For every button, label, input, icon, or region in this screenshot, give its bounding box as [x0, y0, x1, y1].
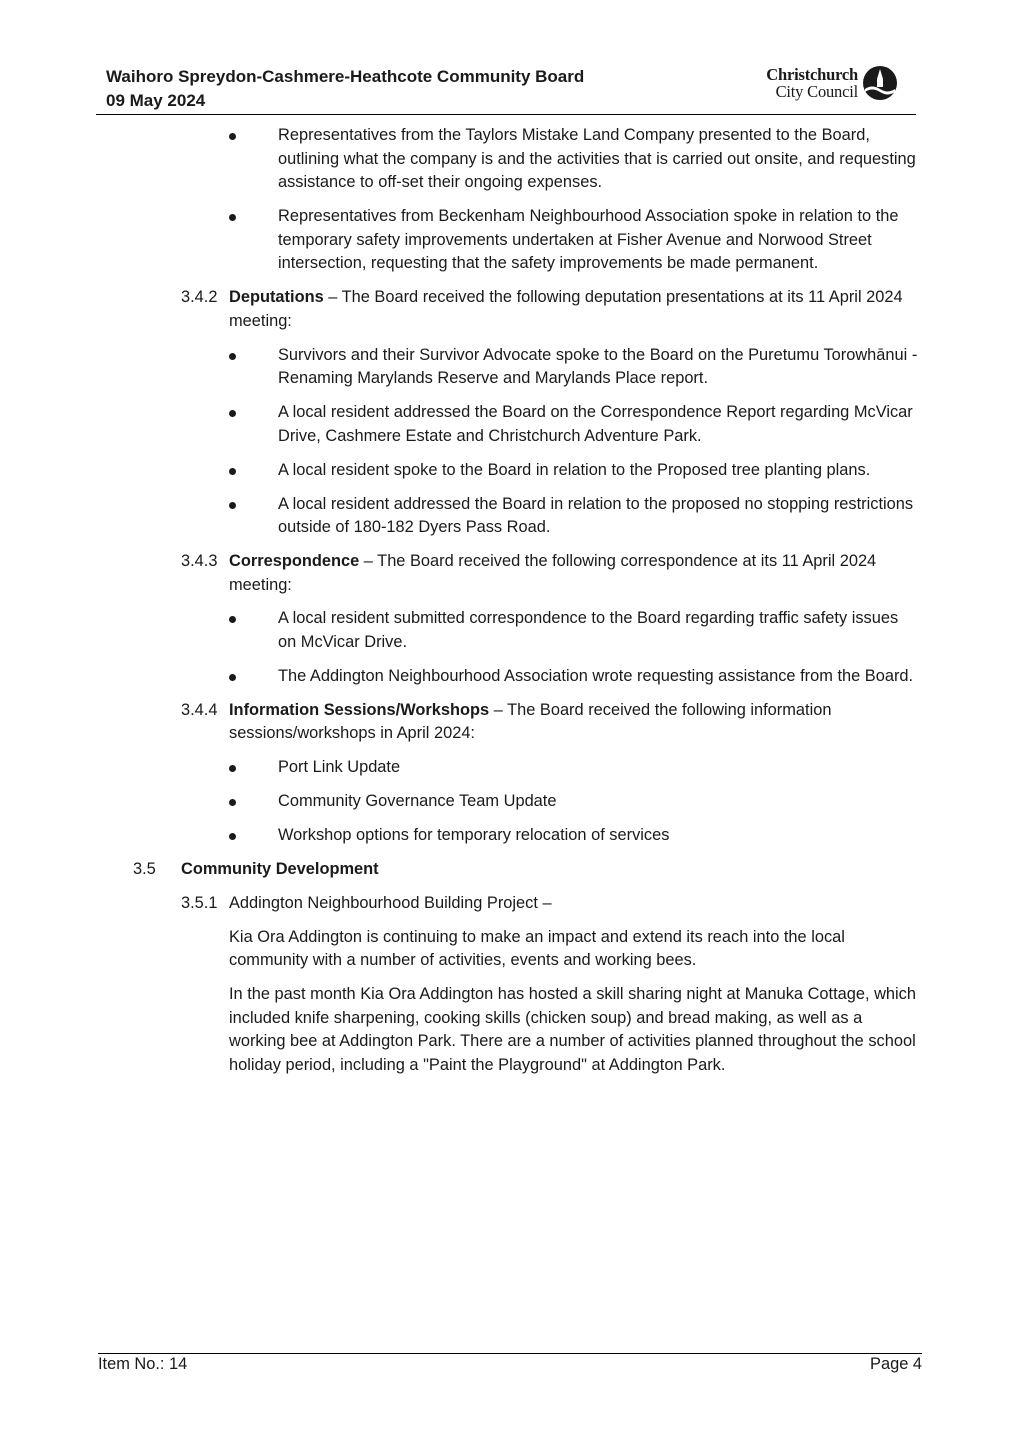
bullet-icon — [229, 353, 236, 360]
item-heading: Deputations — [229, 288, 324, 307]
list-item: A local resident addressed the Board on the Correspondence Report regarding McVicar Drive, Cashmere Estate and Christchurch Adventure Park. — [0, 401, 1012, 448]
page-footer — [98, 1353, 922, 1373]
page-header — [96, 60, 916, 115]
list-item: Port Link Update — [0, 756, 1012, 780]
paragraph: Kia Ora Addington is continuing to make an impact and extend its reach into the local community with a number of activities, events and working bees. — [229, 927, 845, 970]
list-item: Community Governance Team Update — [0, 790, 1012, 814]
meeting-date: 09 May 2024 — [106, 91, 206, 110]
bullet-icon — [229, 133, 236, 140]
list-item: Representatives from Beckenham Neighbourhood Association spoke in relation to the temporary safety improvements undertaken at Fisher Avenue and Norwood Street intersection, requesting that the safety improvements be made permanent. — [0, 205, 1012, 276]
list-item: The Addington Neighbourhood Association wrote requesting assistance from the Board. — [0, 665, 1012, 689]
bullet-icon — [229, 410, 236, 417]
bullet-icon — [229, 674, 236, 681]
paragraph: In the past month Kia Ora Addington has hosted a skill sharing night at Manuka Cottage, which included knife sharpening, cooking skills (chicken soup) and bread making, as well as a working bee at Addington Park. There are a number of activities planned throughout the school holiday period, including a "Paint the Playground" at Addington Park. — [229, 985, 916, 1075]
list-item: Survivors and their Survivor Advocate spoke to the Board on the Puretumu Torowhānui - Renaming Marylands Reserve and Marylands Place report. — [0, 344, 1012, 391]
bullet-icon — [229, 468, 236, 475]
item-correspondence: 3.4.3 Correspondence – The Board received the following correspondence at its 11 April 2024 meeting: — [181, 551, 877, 594]
board-title: Waihoro Spreydon-Cashmere-Heathcote Community Board — [106, 67, 585, 86]
list-item: Workshop options for temporary relocation of services — [0, 824, 1012, 848]
bullet-icon — [229, 214, 236, 221]
bullet-icon — [229, 616, 236, 623]
list-item: A local resident spoke to the Board in relation to the Proposed tree planting plans. — [0, 459, 1012, 483]
item-addington-project: 3.5.1 Addington Neighbourhood Building Project – — [181, 893, 552, 912]
item-information-sessions: 3.4.4 Information Sessions/Workshops – The Board received the following information sessions/workshops in April 2024: — [181, 700, 832, 743]
item-heading: Information Sessions/Workshops — [229, 700, 490, 719]
section-heading: Community Development — [181, 860, 379, 878]
bullet-icon — [229, 765, 236, 772]
logo-line2: City Council — [775, 82, 858, 101]
logo-line1: Christchurch — [766, 65, 858, 84]
list-item: A local resident submitted correspondence to the Board regarding traffic safety issues on McVicar Drive. — [0, 607, 1012, 654]
item-number: Item No.: 14 — [98, 1355, 188, 1373]
item-heading: Correspondence — [229, 551, 360, 570]
council-logo — [766, 64, 898, 102]
list-item: Representatives from the Taylors Mistake Land Company presented to the Board, outlining what the company is and the activities that is carried out onsite, and requesting assistance to off-set their ongoing expenses. — [0, 124, 1012, 195]
section-community-development: 3.5 Community Development — [133, 860, 379, 878]
bullet-icon — [229, 833, 236, 840]
bullet-icon — [229, 799, 236, 806]
page-number: Page 4 — [870, 1355, 922, 1373]
cathedral-logo-icon — [862, 65, 898, 101]
item-deputations: 3.4.2 Deputations – The Board received the following deputation presentations at its 11 April 2024 meeting: — [181, 288, 903, 330]
bullet-icon — [229, 502, 236, 509]
document-body — [0, 124, 1012, 1088]
list-item: A local resident addressed the Board in relation to the proposed no stopping restrictions outside of 180-182 Dyers Pass Road. — [0, 493, 1012, 540]
